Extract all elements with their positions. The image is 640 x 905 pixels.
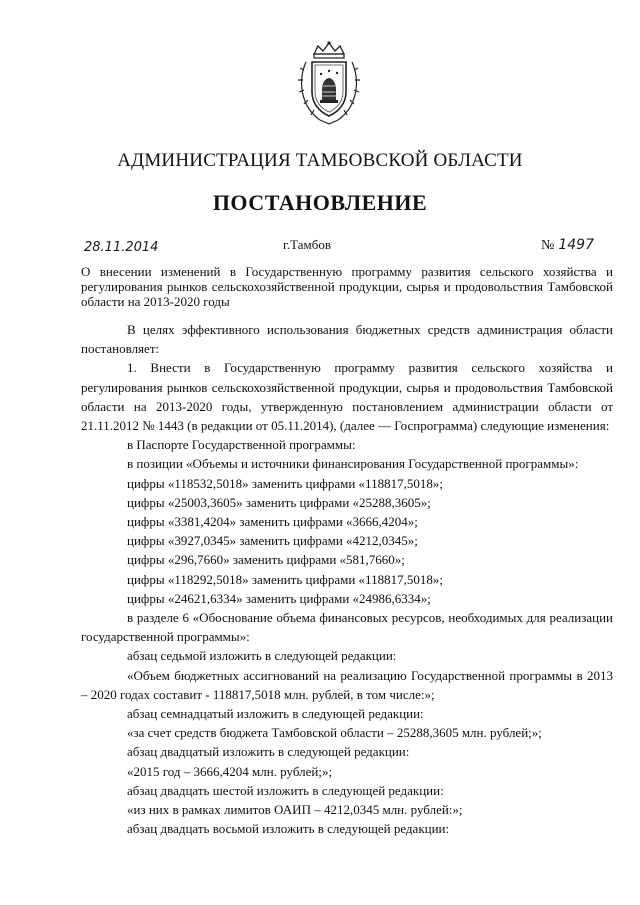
paragraph-26-intro: абзац двадцать шестой изложить в следующей редакции: [127, 782, 444, 798]
replacement-line: цифры «25003,3605» заменить цифрами «25288,3605»; [127, 494, 431, 510]
position-heading: в позиции «Объемы и источники финансирования Государственной программы»: [127, 456, 579, 472]
document-type-title: ПОСТАНОВЛЕНИЕ [212, 190, 428, 215]
paragraph-17-intro: абзац семнадцатый изложить в следующей редакции: [127, 706, 424, 722]
replacement-line: цифры «3927,0345» заменить цифрами «4212,0345»; [127, 533, 418, 549]
document-number-value: 1497 [558, 237, 594, 253]
document-body [81, 320, 613, 838]
document-number [541, 237, 594, 254]
paragraph-7-intro: абзац седьмой изложить в следующей редакции: [127, 648, 397, 664]
replacement-line: цифры «118292,5018» заменить цифрами «118817,5018»; [127, 571, 443, 587]
preamble: В целях эффективного использования бюджетных средств администрация области постановляет: [81, 322, 613, 357]
document-subject: О внесении изменений в Государственную программу развития сельского хозяйства и регулирования рынков сельскохозяйственной продукции, сырья и продовольствия Тамбовской области на 2013-2020 годы [81, 264, 613, 309]
document-date: 28.11.2014 [84, 240, 159, 255]
paragraph-20-text: «2015 год – 3666,4204 млн. рублей;»; [127, 763, 333, 779]
passport-heading: в Паспорте Государственной программы: [127, 437, 356, 453]
administration-name: АДМИНИСТРАЦИЯ ТАМБОВСКОЙ ОБЛАСТИ [117, 150, 523, 171]
paragraph-17-text: «за счет средств бюджета Тамбовской области – 25288,3605 млн. рублей;»; [127, 725, 542, 741]
replacement-line: цифры «296,7660» заменить цифрами «581,7660»; [127, 552, 405, 568]
paragraph-28-intro: абзац двадцать восьмой изложить в следующей редакции: [127, 821, 450, 837]
section-6-heading: в разделе 6 «Обоснование объема финансовых ресурсов, необходимых для реализации государственной программы»: [81, 610, 613, 645]
paragraph-7-text: «Объем бюджетных ассигнований на реализацию Государственной программы в 2013 – 2020 годах составит - 118817,5018 млн. рублей, в том числе:»; [81, 667, 613, 702]
document-city: г.Тамбов [283, 237, 331, 252]
item-1: 1. Внести в Государственную программу развития сельского хозяйства и регулирования рынков сельскохозяйственной продукции, сырья и продовольствия Тамбовской области на 2013-2020 годы, утвержденную постановлением администрации области от 21.11.2012 № 1443 (в редакции от 05.11.2014), (далее — Госпрограмма) следующие изменения: [81, 360, 613, 434]
replacement-line: цифры «118532,5018» заменить цифрами «118817,5018»; [127, 475, 443, 491]
replacement-line: цифры «24621,6334» заменить цифрами «24986,6334»; [127, 590, 431, 606]
paragraph-26-text: «из них в рамках лимитов ОАИП – 4212,0345 млн. рублей:»; [127, 802, 463, 818]
paragraph-20-intro: абзац двадцатый изложить в следующей редакции: [127, 744, 410, 760]
tambov-coat-of-arms-icon [296, 40, 362, 126]
replacement-line: цифры «3381,4204» заменить цифрами «3666,4204»; [127, 514, 418, 530]
number-sign: № [541, 238, 555, 253]
